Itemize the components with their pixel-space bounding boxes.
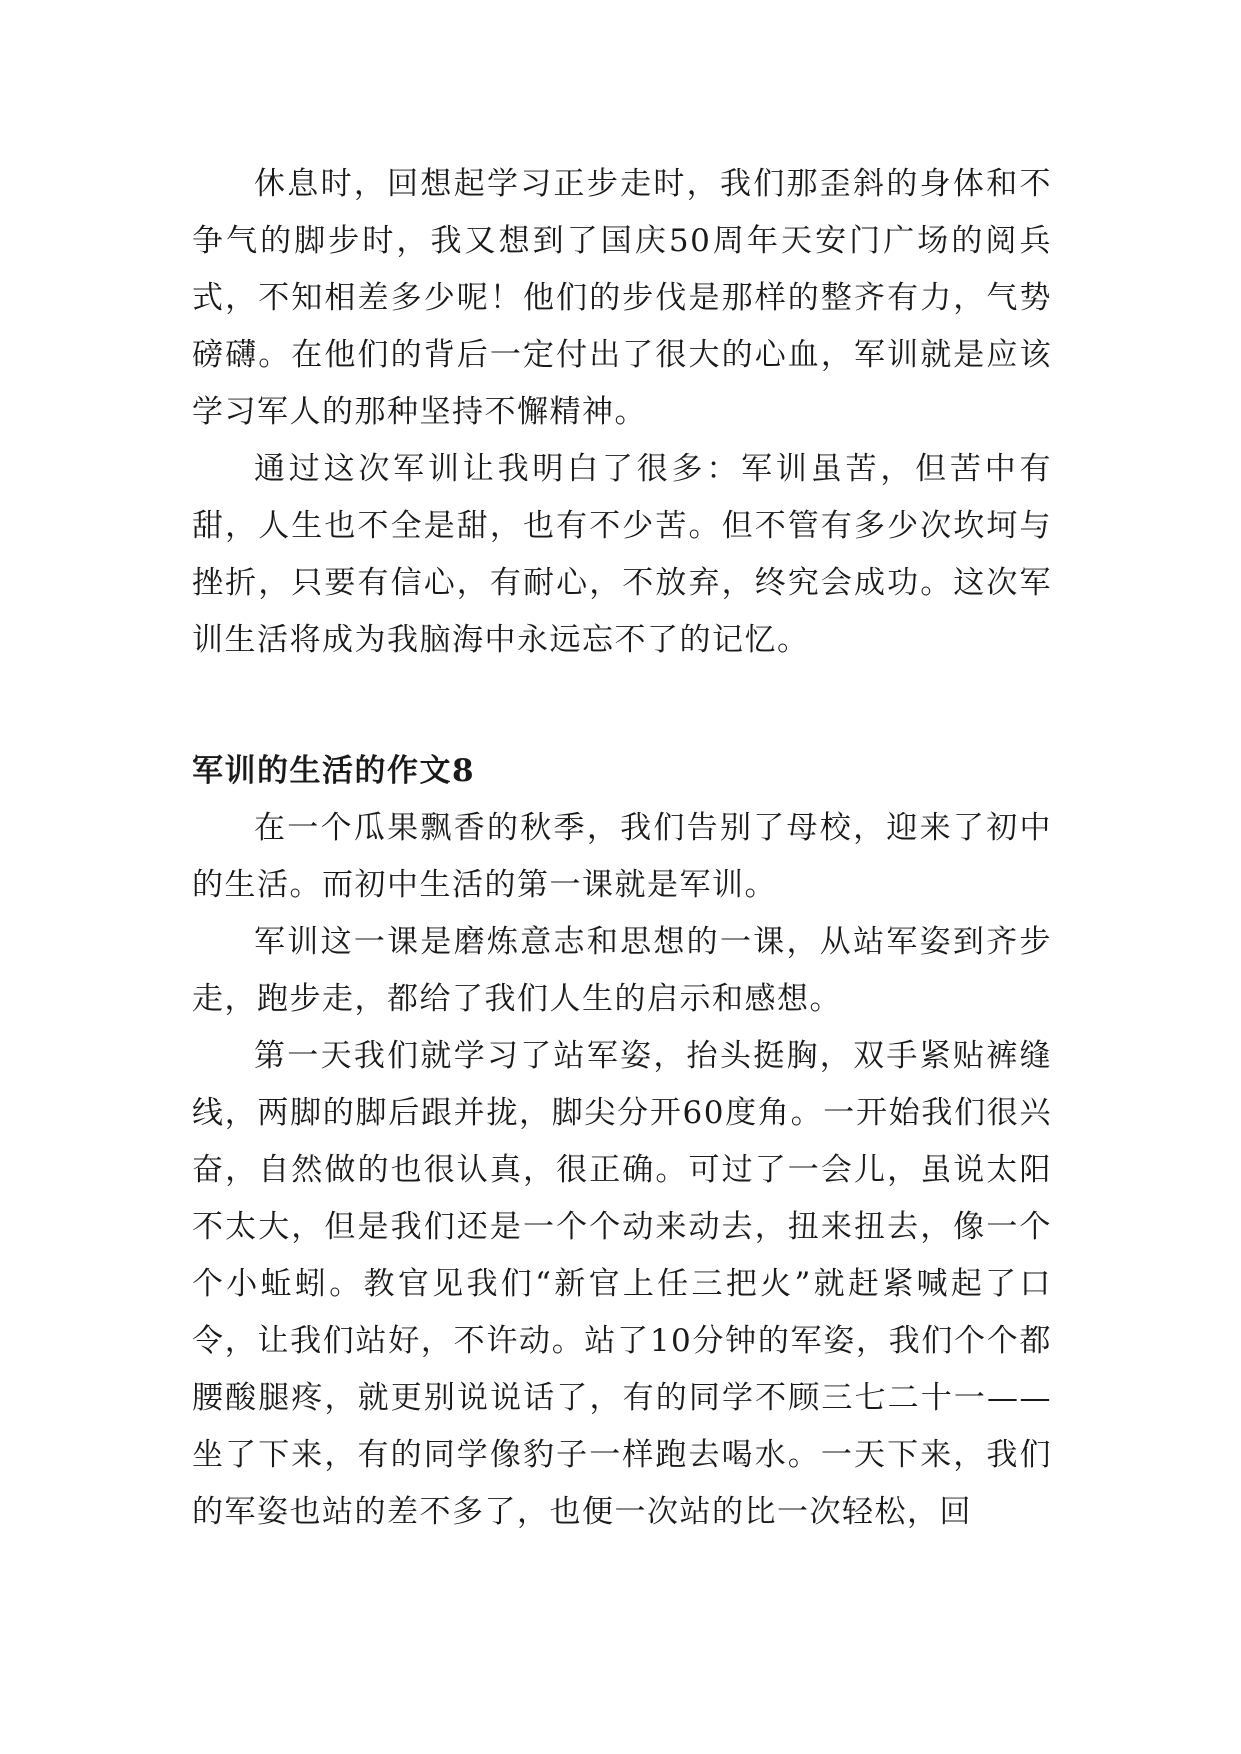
paragraph-training-lesson: 军训这一课是磨炼意志和思想的一课，从站军姿到齐步走，跑步走，都给了我们人生的启示和感想。 <box>192 924 1052 1017</box>
paragraph-lessons-learned: 通过这次军训让我明白了很多：军训虽苦，但苦中有甜，人生也不全是甜，也有不少苦。但不管有多少次坎坷与挫折，只要有信心，有耐心，不放弃，终究会成功。这次军训生活将成为我脑海中永远忘不了的记忆。 <box>192 451 1052 658</box>
paragraph-first-day: 第一天我们就学习了站军姿，抬头挺胸，双手紧贴裤缝线，两脚的脚后跟并拢，脚尖分开60度角。一开始我们很兴奋，自然做的也很认真，很正确。可过了一会儿，虽说太阳不太大，但是我们还是一个个动来动去，扭来扭去，像一个个小蚯蚓。教官见我们“新官上任三把火”就赶紧喊起了口令，让我们站好，不许动。站了10分钟的军姿，我们个个都腰酸腿疼，就更别说说话了，有的同学不顾三七二十一——坐了下来，有的同学像豹子一样跑去喝水。一天下来，我们的军姿也站的差不多了，也便一次站的比一次轻松，回 <box>192 1038 1052 1530</box>
paragraph-autumn-intro: 在一个瓜果飘香的秋季，我们告别了母校，迎来了初中的生活。而初中生活的第一课就是军训。 <box>192 810 1052 903</box>
section-spacer <box>192 669 1052 743</box>
paragraph-rest-reflection: 休息时，回想起学习正步走时，我们那歪斜的身体和不争气的脚步时，我又想到了国庆50周年天安门广场的阅兵式，不知相差多少呢！他们的步伐是那样的整齐有力，气势磅礴。在他们的背后一定付出了很大的心血，军训就是应该学习军人的那种坚持不懈精神。 <box>192 166 1052 430</box>
document-page <box>192 156 1052 1541</box>
section-title: 军训的生活的作文8 <box>192 753 476 789</box>
